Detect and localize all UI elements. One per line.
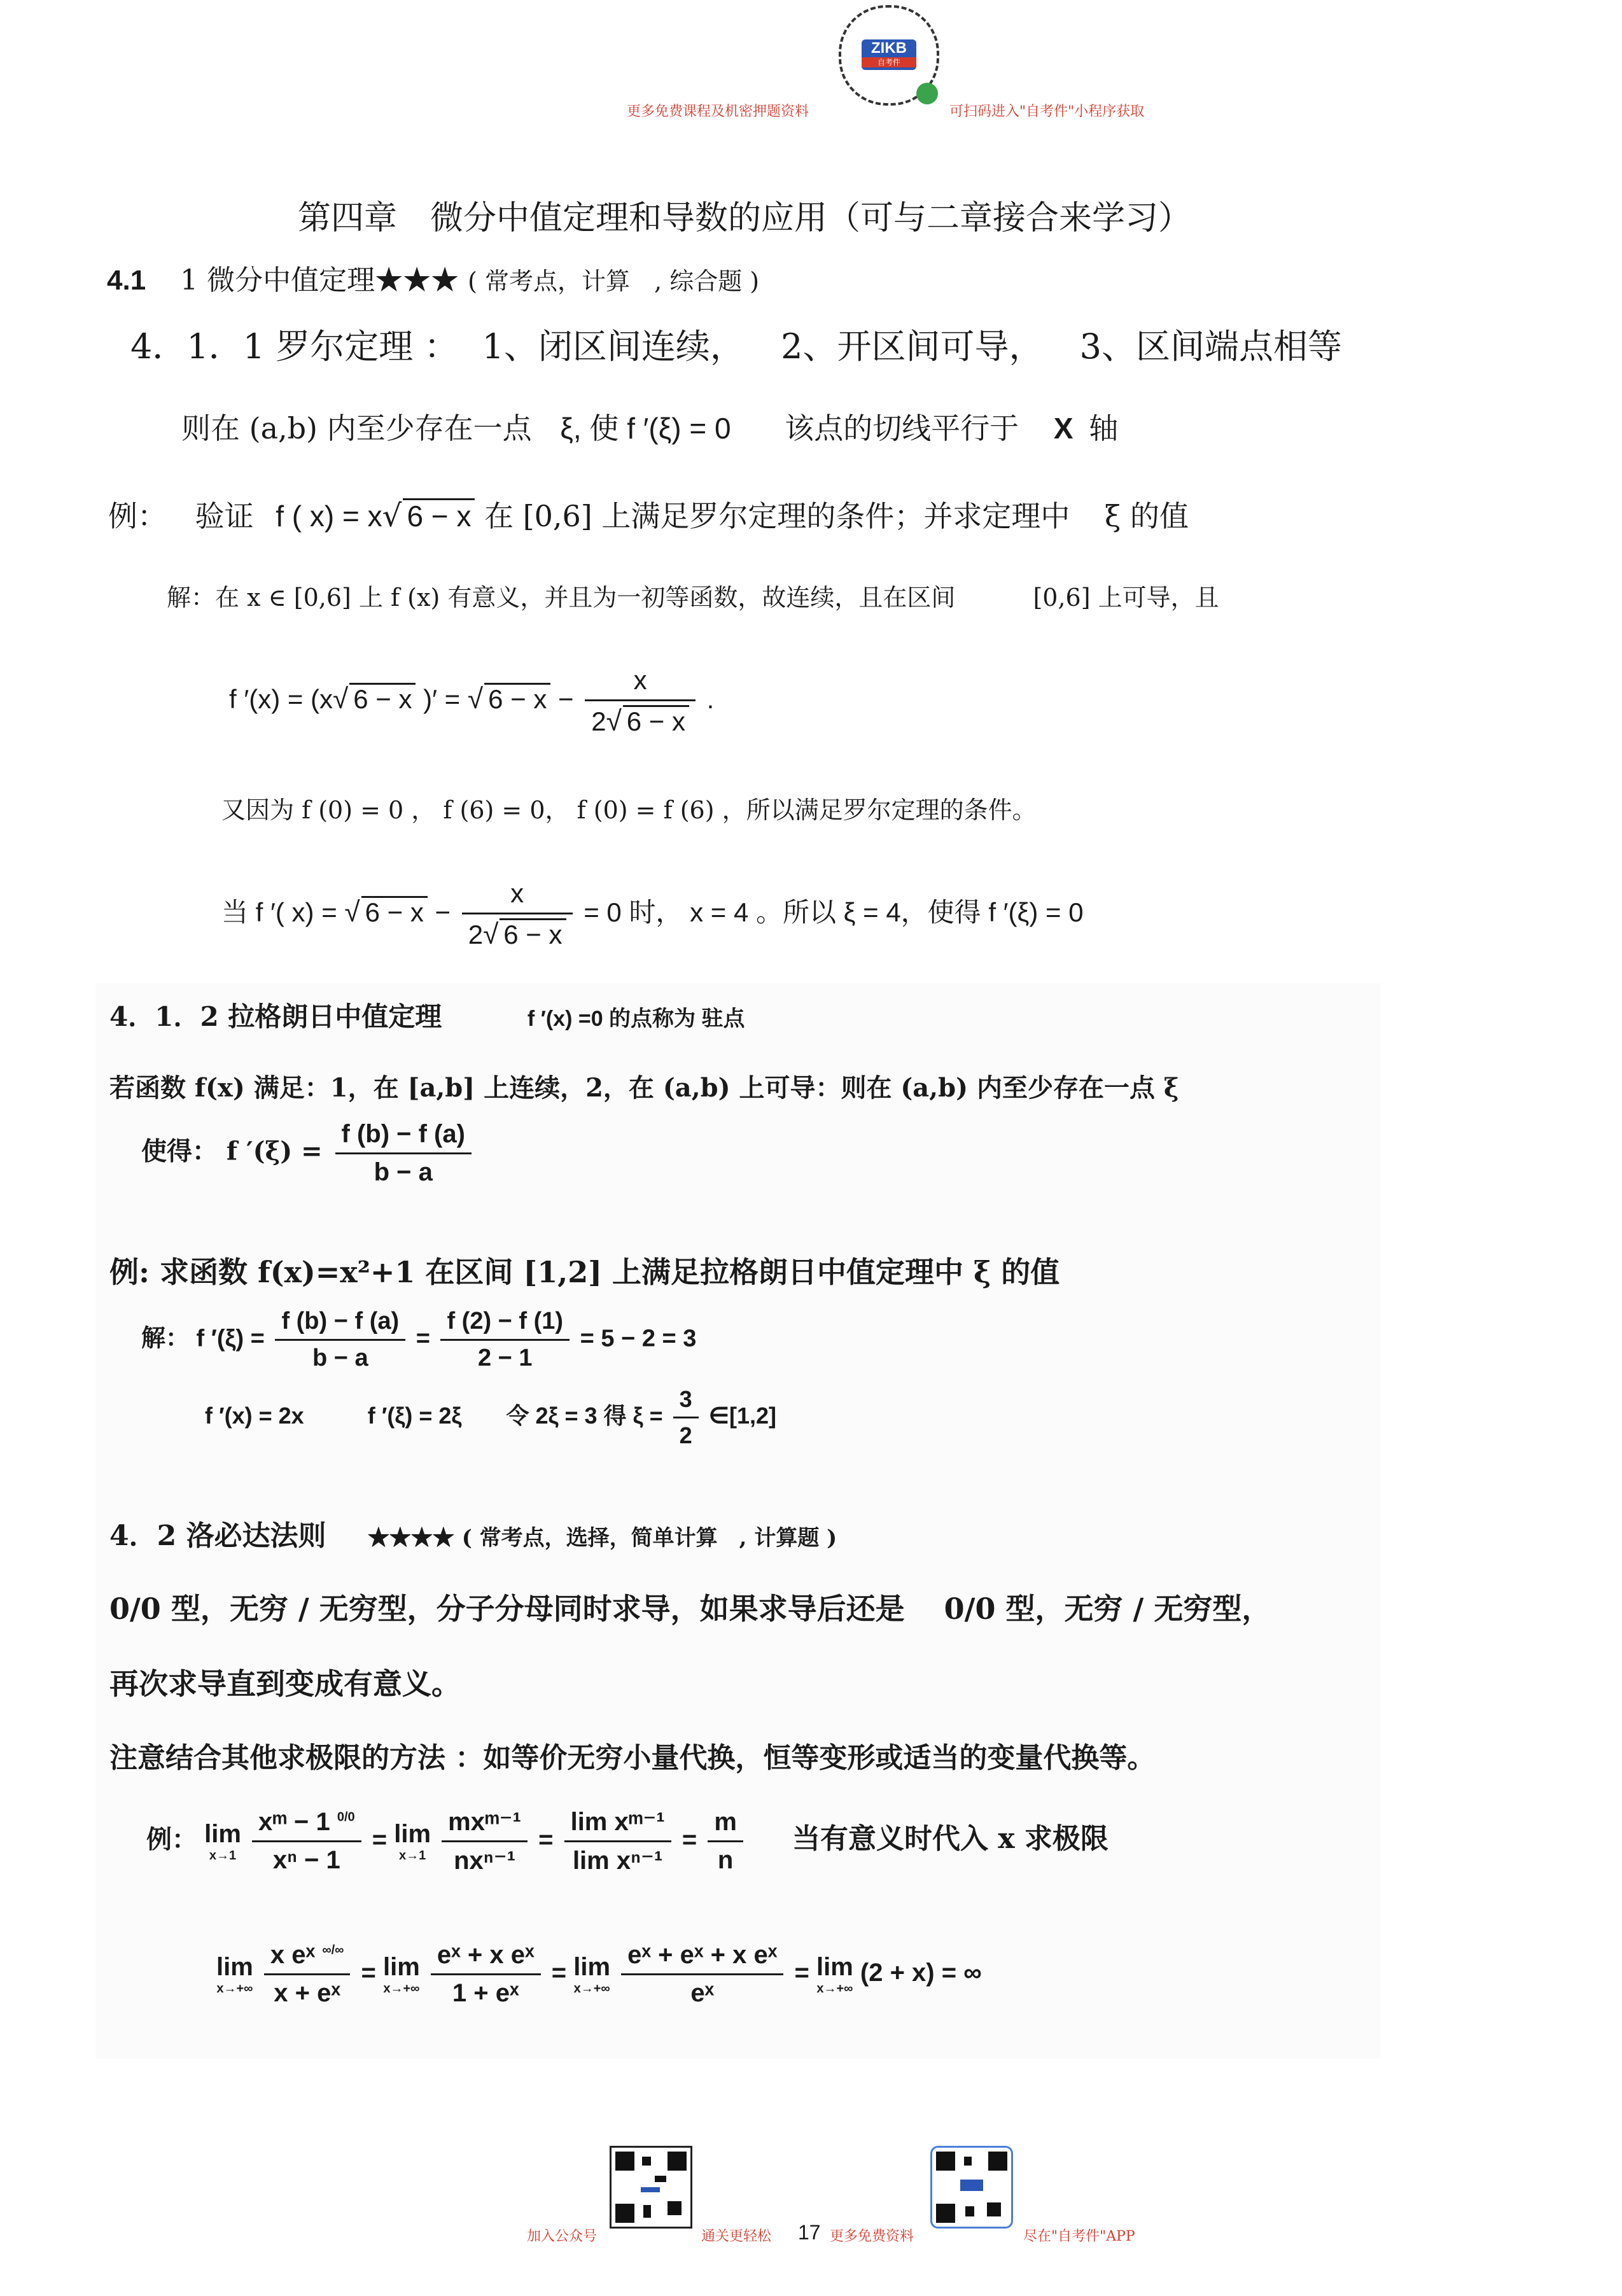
lagrange-heading-line <box>109 996 745 1034</box>
wechat-icon <box>916 83 938 104</box>
lh2-g1-num <box>264 1941 350 1973</box>
ex2-frac-2 <box>440 1308 570 1372</box>
deriv-fraction <box>585 665 696 738</box>
lh-f1-num-text: xᵐ − 1 <box>258 1808 330 1836</box>
lagrange-statement: 若函数 f(x) 满足：1，在 [a,b] 上连续，2，在 (a,b) 上可导：则在 (a,b) 内至少存在一点 ξ <box>109 1073 1179 1103</box>
section-note: ( 常考点，计算 , 综合题 ) <box>468 267 760 295</box>
rolle-heading-line <box>130 319 1342 368</box>
line4-fraction <box>462 878 573 951</box>
line4-pre: 当 f ′( x) = <box>221 897 337 928</box>
rolle-x: X <box>1053 412 1073 445</box>
example-1-func: f ( x) = x <box>276 500 382 533</box>
example-2-line-2 <box>205 1386 776 1449</box>
lagrange-den: b − a <box>335 1152 472 1187</box>
lh2-g4: (2 + x) = ∞ <box>860 1959 982 1987</box>
lh-frac-1 <box>252 1808 361 1875</box>
ex2-frac-3 <box>673 1386 699 1449</box>
lagrange-stationary: f ′(x) =0 的点称为 驻点 <box>527 1007 745 1031</box>
rolle-cond-1: 1、闭区间连续， <box>482 326 745 367</box>
lh-lim-word-2: lim <box>394 1819 431 1848</box>
deriv-lhs: f ′(x) = (x <box>229 684 333 715</box>
deriv-radicand-1: 6 − x <box>349 683 416 714</box>
lh-f1-num <box>252 1808 361 1840</box>
footer-qr-right <box>930 2146 1013 2229</box>
ex2-l2d: ∈[1,2] <box>708 1403 776 1429</box>
lh-ex-tail: 当有意义时代入 x 求极限 <box>792 1823 1108 1856</box>
example-1-label: 例： <box>108 499 167 533</box>
logo-sub: 自考件 <box>862 57 916 67</box>
ex2-d1: b − a <box>275 1339 405 1372</box>
lh2-lim-1 <box>216 1954 253 1995</box>
lh2-frac-3 <box>621 1941 783 2008</box>
section-4-1 <box>107 257 759 298</box>
lh2-lim-3 <box>573 1954 610 1995</box>
lh-frac-4 <box>708 1808 743 1875</box>
example-1-radicand: 6 − x <box>403 498 475 533</box>
logo-text: ZIKB <box>871 39 907 57</box>
lh2-lim-2 <box>383 1954 420 1995</box>
deriv-radicand-2: 6 − x <box>484 683 550 714</box>
lh2-g3-den: eˣ <box>621 1973 783 2008</box>
lagrange-formula <box>141 1120 475 1187</box>
lh-f4-den: n <box>708 1840 743 1875</box>
solution-1-text: 解：在 x ∈ [0,6] 上 f (x) 有意义，并且为一初等函数，故连续，且在区间 <box>167 584 956 612</box>
lh2-g1-den: x + eˣ <box>264 1973 350 2008</box>
lhopital-heading: 4．2 洛必达法则 <box>109 1520 326 1552</box>
lh-f4-num: m <box>714 1808 737 1836</box>
lh2-g2-den: 1 + eˣ <box>431 1973 541 2008</box>
lh-f1-den: xⁿ − 1 <box>252 1840 361 1875</box>
rolle-cond-2: 2、开区间可导， <box>781 326 1044 367</box>
ex2-l2a: f ′(x) = 2x <box>205 1403 304 1429</box>
lhopital-p2: 再次求导直到变成有意义。 <box>109 1667 461 1701</box>
footer-mid-2: 更多免费资料 <box>830 2229 914 2244</box>
example-2-solution <box>141 1308 696 1372</box>
chapter-title: 第四章 微分中值定理和导数的应用（可与二章接合来学习） <box>298 199 1192 237</box>
lh-f3-den: lim xⁿ⁻¹ <box>564 1840 671 1875</box>
logo-badge <box>862 39 916 70</box>
lh2-lim-4 <box>816 1954 853 1995</box>
lh2-lim-sub-4: x→+∞ <box>816 1981 853 1996</box>
lh2-g1-num-text: x eˣ <box>270 1941 316 1969</box>
ex2-eq: = <box>416 1325 430 1352</box>
rolle-then: 则在 (a,b) 内至少存在一点 <box>181 411 532 445</box>
lh-f3-num: lim xᵐ⁻¹ <box>570 1808 665 1836</box>
lhopital-p1: 0/0 型，无穷 / 无穷型，分子分母同时求导，如果求导后还是 0/0 型，无穷 / 无穷型， <box>109 1592 1271 1626</box>
deriv-period: . <box>706 684 715 715</box>
deriv-frac-den: 2√ 6 − x <box>585 699 696 738</box>
lh-f1-mark: 0/0 <box>337 1810 355 1824</box>
section-title: 1 微分中值定理★★★ <box>180 264 459 297</box>
ex2-result: = 5 − 2 = 3 <box>580 1325 697 1352</box>
deriv-frac-num: x <box>633 665 647 695</box>
rolle-conclusion <box>181 405 1118 447</box>
lh2-g-mark: ∞/∞ <box>322 1943 344 1957</box>
lh2-lim-word-4: lim <box>816 1952 853 1981</box>
lh-lim-2 <box>394 1821 431 1862</box>
header-left-caption: 更多免费课程及机密押题资料 <box>627 104 809 120</box>
lh-lim-sub: x→1 <box>209 1848 237 1863</box>
line4-radicand: 6 − x <box>361 896 428 927</box>
page-number: 17 <box>798 2221 821 2244</box>
lh2-lim-sub: x→+∞ <box>216 1981 253 1996</box>
lh2-g2-num: eˣ + x eˣ <box>437 1941 535 1969</box>
ex2-d3: 2 <box>673 1417 699 1449</box>
lhopital-heading-line <box>109 1513 837 1553</box>
example-1-tail: 的值 <box>1129 499 1189 533</box>
lh2-frac-2 <box>431 1941 541 2008</box>
deriv-mid: )′ = <box>423 684 461 715</box>
footer-left: 加入公众号 <box>527 2229 598 2244</box>
ex2-frac-1 <box>275 1308 405 1372</box>
ex2-n3: 3 <box>679 1386 692 1412</box>
lh-ex-label: 例： <box>146 1824 197 1855</box>
lh2-frac-1 <box>264 1941 350 2008</box>
lh-frac-2 <box>442 1807 528 1875</box>
section-number: 4.1 <box>107 265 146 296</box>
derivative-equation: f ′(x) = (x√ 6 − x )′ = √ 6 − x − $\frac{x}{2√ 6 - x}$ . <box>229 665 715 737</box>
lhopital-note: ★★★★ ( 常考点，选择，简单计算 , 计算题 ) <box>367 1525 837 1551</box>
lh2-lim-sub-2: x→+∞ <box>383 1981 420 1996</box>
line4-den-coef: 2 <box>468 920 484 949</box>
lh-lim-1 <box>204 1821 241 1862</box>
lagrange-num: f (b) − f (a) <box>341 1120 465 1148</box>
header-qr-code <box>839 5 939 106</box>
lh-lim-sub-2: x→1 <box>399 1848 426 1863</box>
line4-den-radicand: 6 − x <box>500 918 566 949</box>
lagrange-heading: 4．1．2 拉格朗日中值定理 <box>109 1001 442 1032</box>
lagrange-make-label: 使得： f ′(ξ) = <box>141 1136 323 1166</box>
solution-1-line-1 <box>167 578 1219 613</box>
deriv-minus: − <box>558 684 574 715</box>
lh-frac-3 <box>564 1807 671 1875</box>
header-right-caption: 可扫码进入"自考件"小程序获取 <box>949 104 1145 120</box>
lagrange-fraction <box>335 1120 472 1187</box>
lh-f2-num: mxᵐ⁻¹ <box>448 1808 521 1836</box>
lh-f2-den: nxⁿ⁻¹ <box>442 1840 528 1875</box>
rolle-heading: 4．1．1 罗尔定理 ： <box>130 326 459 367</box>
footer-mid: 通关更轻松 <box>701 2229 772 2244</box>
example-1-rest: 在 [0,6] 上满足罗尔定理的条件；并求定理中 <box>484 499 1070 533</box>
deriv-den-radicand: 6 − x <box>623 705 689 736</box>
footer-right: 尽在"自考件"APP <box>1023 2229 1135 2244</box>
lh2-lim-word-2: lim <box>382 1952 420 1981</box>
lhopital-p3: 注意结合其他求极限的方法 ：如等价无穷小量代换，恒等变形或适当的变量代换等。 <box>109 1742 1156 1774</box>
ex2-sol-label: 解： f ′(ξ) = <box>141 1325 265 1352</box>
line4-frac-den: 2√ 6 − x <box>462 913 573 951</box>
footer-qr-left <box>610 2146 692 2229</box>
ex2-d2: 2 − 1 <box>440 1339 570 1372</box>
rolle-axis: 轴 <box>1089 411 1119 445</box>
ex2-l2c: 令 2ξ = 3 得 ξ = <box>506 1403 663 1429</box>
rolle-xi: ξ, 使 f ′(ξ) = 0 <box>560 412 731 445</box>
example-1-xi: ξ <box>1105 499 1121 533</box>
ex2-l2b: f ′(ξ) = 2ξ <box>367 1403 462 1429</box>
solution-1-line-4: 当 f ′( x) = √ 6 − x − $\frac{x}{2√ 6 - x}$ = 0 时， x = 4 。所以 ξ = 4，使得 f ′(ξ) = 0 <box>221 878 1084 950</box>
line4-minus: − <box>435 897 451 928</box>
ex2-n1: f (b) − f (a) <box>281 1308 400 1334</box>
solution-1-tail: [0,6] 上可导，且 <box>1033 584 1219 612</box>
ex2-n2: f (2) − f (1) <box>447 1308 564 1334</box>
solution-1-line-3: 又因为 f (0) = 0 ， f (6) = 0， f (0) = f (6) ，所以满足罗尔定理的条件。 <box>221 796 1037 824</box>
line4-frac-num: x <box>510 878 524 908</box>
line4-post: = 0 时， x = 4 。所以 ξ = 4，使得 f ′(ξ) = 0 <box>584 897 1084 928</box>
lh2-lim-word-3: lim <box>573 1952 611 1981</box>
lh-lim-word: lim <box>204 1819 241 1848</box>
rolle-tangent: 该点的切线平行于 <box>785 411 1019 445</box>
lh2-lim-sub-3: x→+∞ <box>573 1981 610 1996</box>
lhopital-example-1: 例： lim x→1 $\frac{xᵐ - 1 ^{0/0}}{\text{xⁿ − 1}}$ = lim x→1 $\frac{\text{mxᵐ⁻¹}}{\text{nxⁿ⁻¹}}$ = $\frac{\text{lim xᵐ⁻¹}}{\text{lim xⁿ⁻¹}}$ = $\frac{m}{n}$ 当有意义时代入 x 求极限 <box>146 1808 1108 1875</box>
deriv-den-coef: 2 <box>591 706 606 736</box>
rolle-cond-3: 3、区间端点相等 <box>1079 326 1342 367</box>
lh2-g3-num: eˣ + eˣ + x eˣ <box>627 1941 778 1969</box>
example-1: 例： 验证 f ( x) = x√ 6 − x 在 [0,6] 上满足罗尔定理的条件；并求定理中 ξ 的值 <box>108 498 1189 534</box>
example-1-verify: 验证 <box>195 499 254 533</box>
example-2-line: 例: 求函数 f(x)=x²+1 在区间 [1,2] 上满足拉格朗日中值定理中 ξ 的值 <box>109 1255 1060 1289</box>
lhopital-example-2: lim x→+∞ $\frac{x eˣ ^{\infty/\infty}}{\text{x + eˣ}}$ = lim x→+∞ $\frac{\text{eˣ + x eˣ}}{\text{1 + eˣ}}$ = lim x→+∞ $\frac{\text{eˣ + eˣ + x eˣ}}{\text{eˣ}}$ = lim x→+∞ (2 + x) = ∞ <box>216 1941 982 2007</box>
lh2-lim-word: lim <box>216 1952 253 1981</box>
